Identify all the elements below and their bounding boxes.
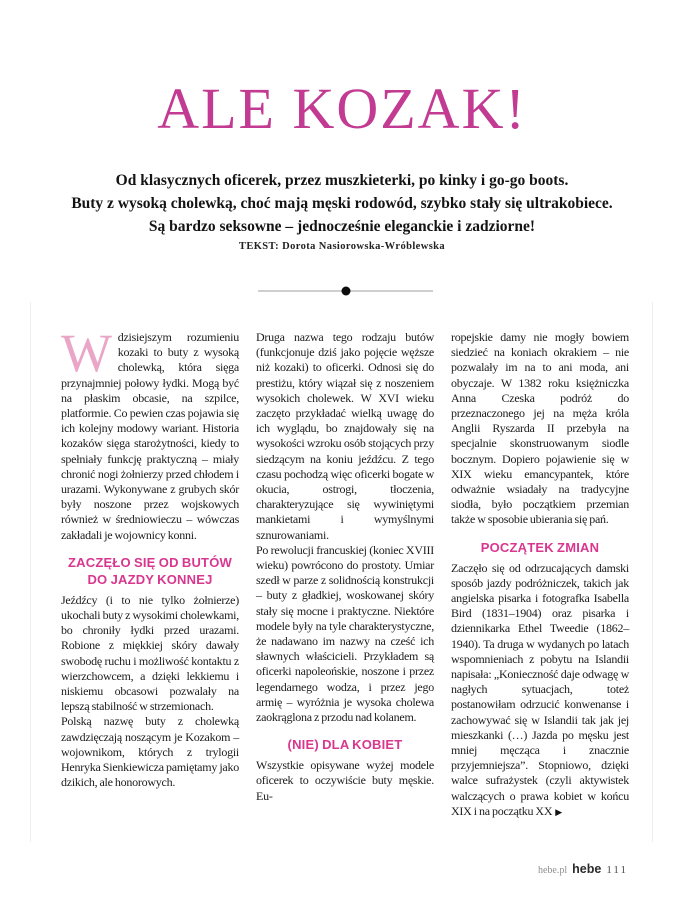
subheading-poczatek-zmian: POCZĄTEK ZMIAN (480, 539, 600, 555)
column-1 (61, 323, 239, 820)
column-3 (451, 330, 629, 820)
footer-brand-logo: hebe (572, 862, 602, 876)
subheading-zaczelo-sie: ZACZĘŁO SIĘ OD BUTÓW DO JAZDY KONNEJ (68, 554, 232, 587)
lede-line-2: Buty z wysoką cholewką, choć mają męski rodowód, szybko stały się ultrakobiece. (71, 195, 613, 212)
paragraph: Po rewolucji francuskiej (koniec XVIII wieku) powrócono do prostoty. Umiar szedł w parze z solidnością konstrukcji – buty z gładkiej, woskowanej skóry stały się mocne i praktyczne. Niektóre modele były na tyle charakterystyczne, że nadawano im nazwy na cześć ich sławnych właścicieli. Przykładem są oficerki napoleońskie, noszone i przez legendarnego wodza, i przez jego armię – wyróżnia je wysoka cholewa zaokrąglona z przodu nad kolanem. (256, 542, 434, 725)
drop-cap: W (61, 323, 112, 383)
continuation-arrow-icon: ▶ (555, 806, 563, 817)
footer-site-url: hebe.pl (537, 865, 568, 876)
paragraph-text: Zaczęło się od odrzucających damski sposób jazdy podróżniczek, takich jak angielska pisarka i fotografka Isabella Bird (1831–1904) oraz pisarka i dziennikarka Ethel Tweedie (1862–1940). Ta druga w wydanych po latach wspomnieniach z pobytu na Islandii napisała: „Konieczność daje odwagę w nagłych sytuacjach, toteż postanowiłam odrzucić konwenanse i zachowywać się w Islandii tak jak jej mieszkanki (…) Jazda po męsku jest mniej męcząca i znacznie przyjemniejsza”. Stopniowo, dzięki walce sufrażystek (czyli aktywistek walczących o prawa kobiet w końcu XIX i na początku XX (451, 560, 629, 818)
paragraph: ropejskie damy nie mogły bowiem siedzieć na koniach okrakiem – nie pozwalały im na to ani moda, ani obyczaje. W 1382 roku księżniczka Anna Czeska podróż do przeznaczonego jej na męża króla Anglii Ryszarda II przebyła na specjalnie skonstruowanym siodle bocznym. Dopiero pojawienie się w XIX wieku emancypantek, które odważnie wsiadały na tradycyjne siodła, było początkiem przemian także w sposobie ubierania się pań. (451, 330, 629, 527)
column-2 (256, 330, 434, 820)
lede-line-1: Od klasycznych oficerek, przez muszkieterki, po kinky i go-go boots. (115, 172, 569, 189)
footer-page-number: 111 (606, 864, 628, 876)
subheading-nie-dla-kobiet: (NIE) DLA KOBIET (287, 737, 403, 753)
paragraph: Polską nazwę buty z cholewką zawdzięczają noszącym je Kozakom – wojownikom, których z trylogii Henryka Sienkiewicza pamiętamy jako dzikich, ale honorowych. (61, 714, 239, 790)
article-title: ALE KOZAK! (157, 76, 527, 141)
article-lede (52, 169, 632, 238)
paragraph: Druga nazwa tego rodzaju butów (funkcjonuje dziś jako pojęcie węższe niż kozaki) to oficerki. Odnosi się do prestiżu, który wiązał się z noszeniem wysokich cholewek. W XVI wieku zaczęto przykładać wielką uwagę do ich wyglądu, bo znajdowały się na wysokości wzroku osób stojących przy siedzącym na koniu jeźdźcu. Z tego czasu pochodzą więc oficerki bogate w okucia, ostrogi, tłoczenia, charakteryzujące się wywiniętymi mankietami i wymyślnymi sznurowaniami. (256, 330, 434, 542)
paragraph: Jeźdźcy (i to nie tylko żołnierze) ukochali buty z wysokimi cholewkami, bo chroniły łydki przed urazami. Robione z miękkiej skóry dawały swobodę ruchu i możliwość kontaktu z wierzchowcem, a dzięki lekkiemu i niskiemu obcasowi pozwalały na lepszą stabilność w strzemionach. (61, 592, 239, 714)
page-edge-line-left (30, 302, 31, 842)
lede-line-3: Są bardzo seksowne – jednocześnie eleganckie i zadziorne! (148, 218, 536, 235)
page-footer (538, 862, 628, 876)
section-divider (258, 290, 433, 292)
paragraph-text: dzisiejszym rozumieniu kozaki to buty z wysoką cholewką, która sięga przynajmniej połowy łydki. Mogą być na płaskim obcasie, na szpilce, platformie. Co pewien czas pojawia się ich kolejny modowy wariant. Historia kozaków sięga starożytności, kiedy to spełniały funkcję praktyczną – miały chronić nogi żołnierzy przed chłodem i urazami. Wykonywane z grubych skór były noszone przez wojskowych również w średniowieczu – wówczas zakładali je wojownicy konni. (61, 330, 239, 542)
paragraph (451, 561, 629, 820)
author-byline: TEKST: Dorota Nasiorowska-Wróblewska (238, 241, 446, 252)
paragraph: Wszystkie opisywane wyżej modele oficerek to oczywiście buty męskie. Eu- (256, 758, 434, 803)
page-edge-line-right (652, 302, 653, 842)
paragraph (61, 323, 239, 543)
article-body (61, 323, 629, 820)
divider-dot-icon (341, 287, 350, 296)
